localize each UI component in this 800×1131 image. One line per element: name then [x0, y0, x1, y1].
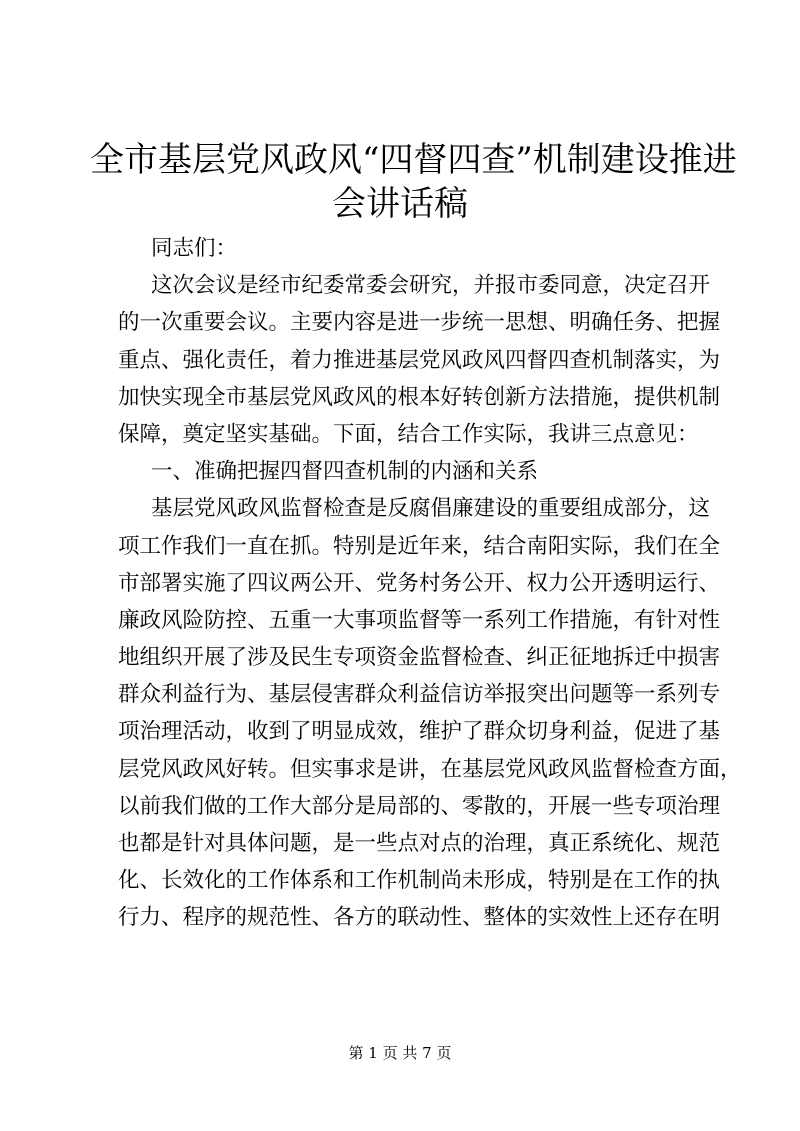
paragraph-2-line: 以前我们做的工作大部分是局部的、零散的，开展一些专项治理 [118, 793, 721, 819]
title-line-2: 会讲话稿 [332, 184, 468, 224]
document-title [90, 138, 737, 226]
paragraph-2-line: 廉政风险防控、五重一大事项监督等一系列工作措施，有针对性 [118, 607, 721, 633]
document-body [118, 230, 742, 937]
paragraph-2-line: 行力、程序的规范性、各方的联动性、整体的实效性上还存在明 [118, 905, 721, 931]
title-line-1: 全市基层党风政风“四督四查”机制建设推进 [90, 140, 737, 180]
paragraph-1-line: 保障，奠定坚实基础。下面，结合工作实际，我讲三点意见： [118, 421, 699, 447]
paragraph-2-line: 项治理活动，收到了明显成效，维护了群众切身利益，促进了基 [118, 719, 721, 745]
paragraph-2-line: 地组织开展了涉及民生专项资金监督检查、纠正征地拆迁中损害 [118, 645, 721, 671]
paragraph-1-line: 重点、强化责任，着力推进基层党风政风四督四查机制落实，为 [118, 347, 721, 373]
paragraph-2-line: 项工作我们一直在抓。特别是近年来，结合南阳实际，我们在全 [118, 533, 721, 559]
paragraph-2-line: 化、长效化的工作体系和工作机制尚未形成，特别是在工作的执 [118, 868, 721, 894]
paragraph-2-line: 也都是针对具体问题，是一些点对点的治理，真正系统化、规范 [118, 831, 721, 856]
paragraph-2-line: 群众利益行为、基层侵害群众利益信访举报突出问题等一系列专 [118, 682, 721, 708]
paragraph-1-line: 这次会议是经市纪委常委会研究，并报市委同意，决定召开 [151, 273, 711, 299]
paragraph-2-line: 市部署实施了四议两公开、党务村务公开、权力公开透明运行、 [118, 570, 721, 596]
paragraph-1-line: 的一次重要会议。主要内容是进一步统一思想、明确任务、把握 [118, 310, 721, 336]
section-heading-1: 一、准确把握四督四查机制的内涵和关系 [151, 459, 539, 485]
salutation: 同志们： [151, 236, 238, 261]
paragraph-2-line: 基层党风政风监督检查是反腐倡廉建设的重要组成部分，这 [151, 496, 711, 522]
paragraph-2-line: 层党风政风好转。但实事求是讲，在基层党风政风监督检查方面， [118, 756, 742, 782]
paragraph-1-line: 加快实现全市基层党风政风的根本好转创新方法措施，提供机制 [118, 384, 721, 410]
page-footer: 第 1 页 共 7 页 [348, 1044, 452, 1062]
